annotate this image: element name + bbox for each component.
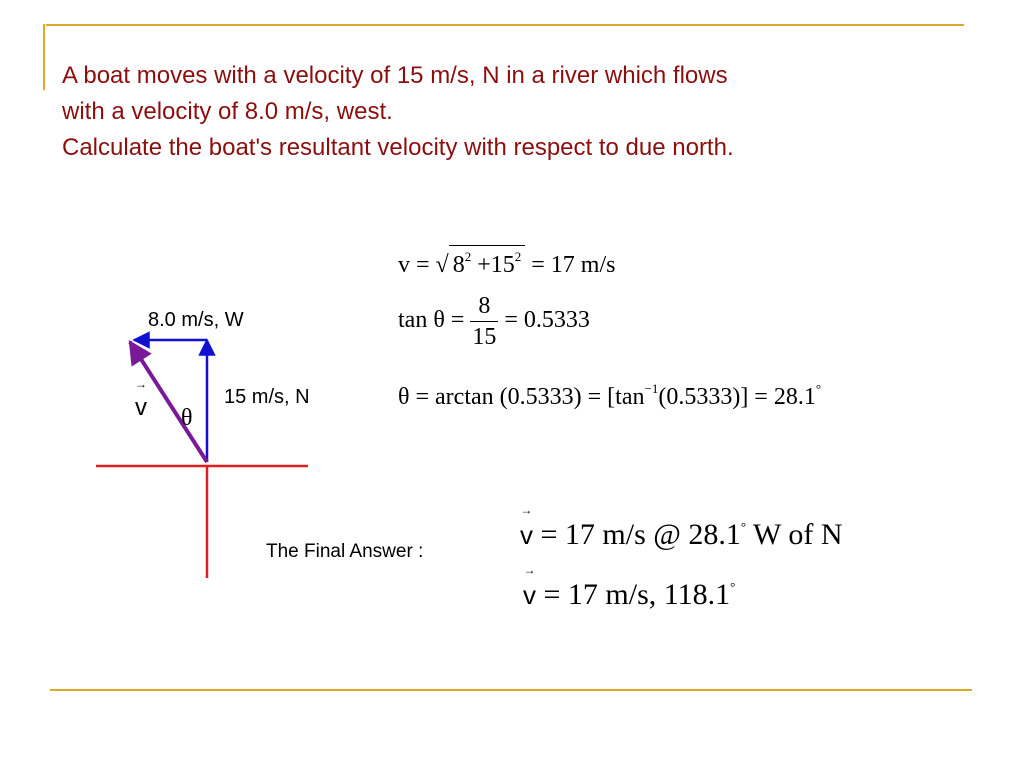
magnitude-equation: v = √ $8^2 +15^2 = 17$ m/s <box>398 245 615 279</box>
vector-arrow-icon: → <box>135 377 147 391</box>
north-velocity-label: 15 m/s, N <box>224 386 310 408</box>
angle-equation: $\theta = \arctan (0.5333) = [\tan^{-1}(0.5333)] = 28.1^\circ$ <box>398 381 822 410</box>
radicand: $8^2 +15^2$ <box>449 245 526 278</box>
square-root-sign: √ <box>435 252 449 278</box>
problem-line-2: with a velocity of 8.0 m/s, west. <box>62 98 393 125</box>
problem-line-3: Calculate the boat's resultant velocity with respect to due north. <box>62 134 734 161</box>
vector-arrow-icon: → <box>523 563 536 577</box>
problem-line-1: A boat moves with a velocity of 15 m/s, N in a river which flows <box>62 62 728 89</box>
final-answer-line-1: → v = 17 m/s @ 28.1° W of N <box>520 503 843 551</box>
angle-theta-symbol: θ <box>181 405 193 431</box>
final-answer-line-2: → v = 17 m/s, 118.1° <box>523 563 736 611</box>
tangent-fraction: $\frac{8}{15}$ <box>472 293 497 350</box>
west-velocity-label: 8.0 m/s, W <box>148 309 244 331</box>
resultant-vector-symbol: → v <box>135 377 147 421</box>
vector-arrow-icon: → <box>520 503 533 517</box>
final-answer-label: The Final Answer : <box>266 541 424 562</box>
tangent-equation: tan θ = $\frac{8}{15}$ = 0.5333 <box>398 293 590 350</box>
